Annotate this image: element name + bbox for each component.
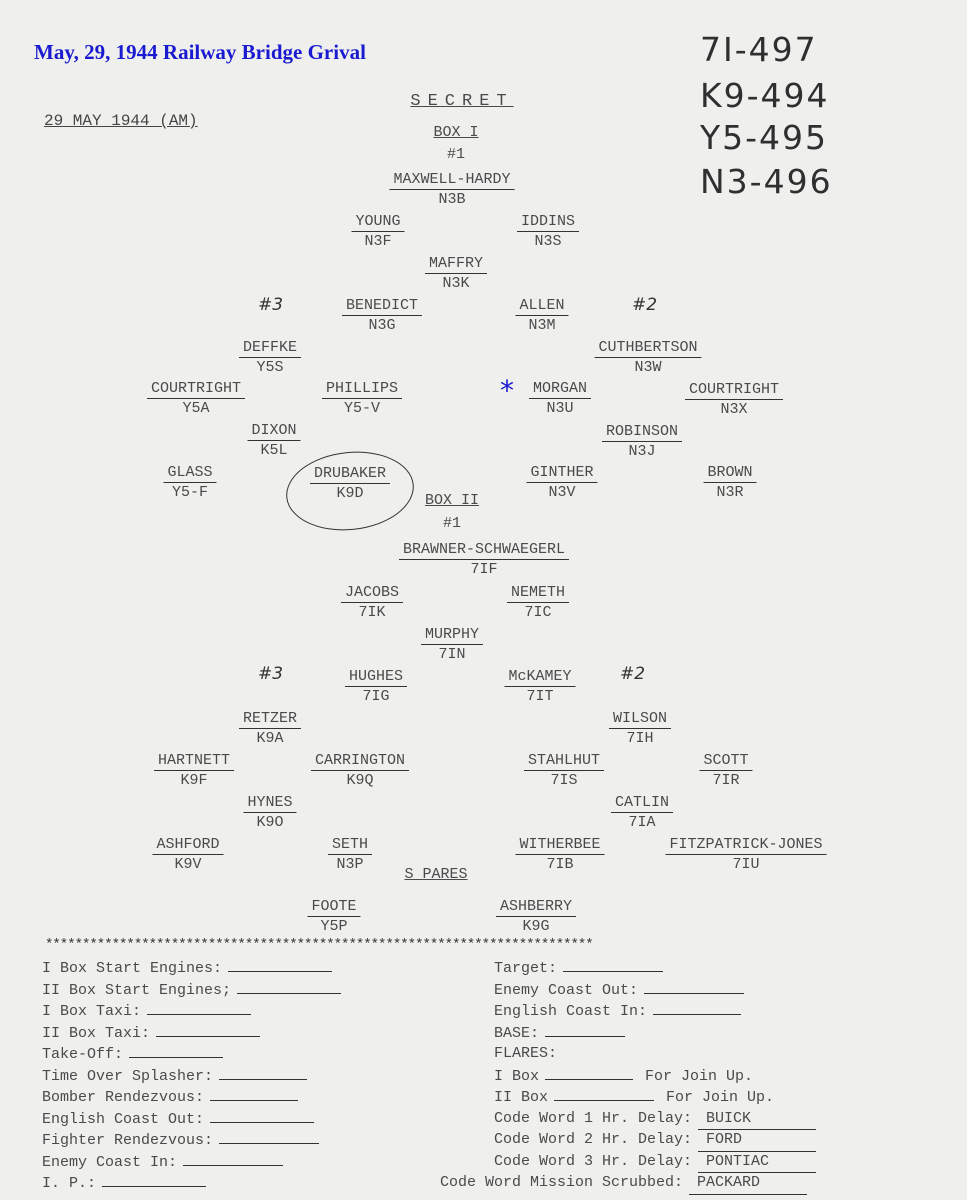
pilot-slot — [496, 897, 576, 936]
pilot-slot — [341, 583, 403, 622]
box1-flight3-label: #3 — [258, 295, 284, 315]
box2-title: BOX II — [424, 492, 480, 509]
pilot-code: 7IS — [550, 772, 578, 789]
form-row — [440, 1000, 816, 1022]
form-blank[interactable] — [554, 1086, 654, 1101]
pilot-code: 7IA — [628, 814, 656, 831]
pilot-name: HYNES — [243, 793, 296, 813]
form-label: Time Over Splasher: — [42, 1067, 214, 1085]
handwritten-note-1: 7I-497 — [700, 30, 818, 69]
form-row — [440, 1022, 816, 1044]
pilot-slot — [243, 793, 296, 832]
form-label: Fighter Rendezvous: — [42, 1132, 214, 1149]
pilot-code: N3W — [634, 359, 662, 376]
pilot-slot — [515, 296, 568, 335]
pilot-slot — [342, 296, 422, 335]
form-blank[interactable] — [129, 1043, 223, 1058]
form-label: English Coast In: — [494, 1003, 648, 1020]
box2-flight2-label: #2 — [620, 664, 646, 684]
pilot-slot — [609, 709, 671, 748]
pilot-code: N3M — [528, 317, 556, 334]
asterisk-marker-icon: * — [500, 374, 514, 407]
pilot-name: FOOTE — [307, 897, 360, 917]
pilot-name: FITZPATRICK-JONES — [665, 835, 826, 855]
form-blank[interactable] — [545, 1022, 625, 1037]
form-row — [42, 957, 341, 979]
form-suffix: For Join Up. — [645, 1067, 754, 1085]
pilot-slot — [699, 751, 752, 790]
form-label: Enemy Coast In: — [42, 1153, 178, 1171]
pilot-code: 7IU — [732, 856, 760, 873]
pilot-slot — [524, 751, 604, 790]
form-row — [440, 1172, 816, 1194]
form-blank[interactable] — [156, 1022, 260, 1037]
pilot-name: ALLEN — [515, 296, 568, 316]
code-word-value: PACKARD — [689, 1172, 807, 1195]
pilot-slot — [703, 463, 756, 502]
handwritten-note-4: N3-496 — [700, 162, 833, 201]
pilot-slot — [504, 667, 575, 706]
pilot-code: K9G — [522, 918, 550, 935]
form-blank[interactable] — [563, 957, 663, 972]
pilot-slot — [239, 709, 301, 748]
pilot-name: BENEDICT — [342, 296, 422, 316]
pilot-code: N3R — [716, 484, 744, 501]
pilot-name: GLASS — [163, 463, 216, 483]
pilot-name: McKAMEY — [504, 667, 575, 687]
form-label: II Box Start Engines; — [42, 981, 232, 999]
box2-flight3-label: #3 — [258, 664, 284, 684]
pilot-name: DEFFKE — [239, 338, 301, 358]
pilot-code: 7IR — [712, 772, 740, 789]
hand-drawn-circle-icon — [282, 446, 417, 537]
pilot-slot — [247, 421, 300, 460]
pilot-slot — [399, 540, 569, 579]
form-label: I. P.: — [42, 1175, 97, 1192]
pilot-code: 7IG — [362, 688, 390, 705]
form-blank[interactable] — [219, 1065, 307, 1080]
form-row — [440, 1043, 816, 1065]
form-label: English Coast Out: — [42, 1110, 205, 1128]
pilot-name: BRAWNER-SCHWAEGERL — [399, 540, 569, 560]
pilot-name: NEMETH — [507, 583, 569, 603]
pilot-slot — [328, 835, 372, 874]
pilot-name: CATLIN — [611, 793, 673, 813]
date-line: 29 MAY 1944 (AM) — [44, 112, 198, 130]
form-label: BASE: — [494, 1024, 540, 1042]
pilot-slot — [152, 835, 223, 874]
form-blank[interactable] — [210, 1086, 298, 1101]
pilot-slot — [517, 212, 579, 251]
separator-line: ************************************************************************** — [45, 937, 593, 953]
form-label: Code Word Mission Scrubbed: — [440, 1174, 684, 1191]
pilot-name: JACOBS — [341, 583, 403, 603]
pilot-code: 7IF — [470, 561, 498, 578]
pilot-name: DIXON — [247, 421, 300, 441]
form-blank[interactable] — [653, 1000, 741, 1015]
pilot-name: RETZER — [239, 709, 301, 729]
form-row — [42, 979, 341, 1001]
pilot-name: MURPHY — [421, 625, 483, 645]
form-row — [42, 1129, 341, 1151]
pilot-code: N3U — [546, 400, 574, 417]
form-blank[interactable] — [102, 1172, 206, 1187]
pilot-name: IDDINS — [517, 212, 579, 232]
pilot-code: K9V — [174, 856, 202, 873]
form-row — [440, 1151, 816, 1173]
form-label: Take-Off: — [42, 1046, 124, 1063]
spares-label: S PARES — [404, 866, 468, 883]
pilot-code: 7IB — [546, 856, 574, 873]
form-row — [42, 1108, 341, 1130]
form-row — [440, 957, 816, 979]
pilot-code: K9F — [180, 772, 208, 789]
form-label: I Box — [494, 1067, 540, 1085]
code-word-value: FORD — [698, 1129, 816, 1152]
form-blank[interactable] — [183, 1151, 283, 1166]
pilot-code: K9D — [336, 485, 364, 502]
pilot-code: K9O — [256, 814, 284, 831]
form-row — [42, 1086, 341, 1108]
pilot-code: K9Q — [346, 772, 374, 789]
pilot-name: SCOTT — [699, 751, 752, 771]
pilot-code: 7IH — [626, 730, 654, 747]
pilot-slot — [163, 463, 216, 502]
pilot-slot — [322, 379, 402, 418]
pilot-name: DRUBAKER — [310, 464, 390, 484]
pilot-name: HUGHES — [345, 667, 407, 687]
pilot-code: 7IC — [524, 604, 552, 621]
pilot-code: N3K — [442, 275, 470, 292]
form-row — [440, 979, 816, 1001]
pilot-name: COURTRIGHT — [685, 380, 783, 400]
pilot-name: WITHERBEE — [515, 835, 604, 855]
pilot-code: N3J — [628, 443, 656, 460]
pilot-name: ASHBERRY — [496, 897, 576, 917]
form-suffix: For Join Up. — [666, 1089, 775, 1106]
pilot-code: K5L — [260, 442, 288, 459]
pilot-code: Y5-F — [171, 484, 209, 501]
pilot-code: N3P — [336, 856, 364, 873]
form-row — [42, 1043, 341, 1065]
pilot-name: ASHFORD — [152, 835, 223, 855]
pilot-name: GINTHER — [526, 463, 597, 483]
pilot-code: 7IN — [438, 646, 466, 663]
code-word-value: PONTIAC — [698, 1151, 816, 1174]
form-blank[interactable] — [545, 1065, 633, 1080]
form-row — [42, 1000, 341, 1022]
pilot-name: STAHLHUT — [524, 751, 604, 771]
pilot-code: N3G — [368, 317, 396, 334]
pilot-slot — [507, 583, 569, 622]
pilot-slot — [526, 463, 597, 502]
pilot-slot — [611, 793, 673, 832]
form-row — [440, 1129, 816, 1151]
form-row — [440, 1065, 816, 1087]
form-label: Target: — [494, 960, 558, 977]
pilot-name: HARTNETT — [154, 751, 234, 771]
pilot-slot — [529, 379, 591, 418]
form-label: Code Word 3 Hr. Delay: — [494, 1152, 693, 1170]
form-left-column — [42, 957, 341, 1194]
form-label: Bomber Rendezvous: — [42, 1089, 205, 1106]
box2-lead-number: #1 — [442, 515, 462, 532]
pilot-code: Y5S — [256, 359, 284, 376]
pilot-slot — [307, 897, 360, 936]
pilot-slot — [515, 835, 604, 874]
form-blank[interactable] — [219, 1129, 319, 1144]
form-row — [42, 1065, 341, 1087]
box1-flight2-label: #2 — [632, 295, 658, 315]
secret-heading: SECRET — [410, 92, 514, 111]
form-row — [42, 1151, 341, 1173]
form-blank[interactable] — [237, 979, 341, 994]
form-blank[interactable] — [147, 1000, 251, 1015]
form-label: Code Word 1 Hr. Delay: — [494, 1109, 693, 1127]
pilot-name: CUTHBERTSON — [594, 338, 701, 358]
form-label: I Box Start Engines: — [42, 960, 223, 977]
pilot-slot — [311, 751, 409, 790]
pilot-code: N3V — [548, 484, 576, 501]
pilot-name: WILSON — [609, 709, 671, 729]
form-blank[interactable] — [210, 1108, 314, 1123]
pilot-name: BROWN — [703, 463, 756, 483]
pilot-code: 7IK — [358, 604, 386, 621]
pilot-slot — [594, 338, 701, 377]
pilot-name: CARRINGTON — [311, 751, 409, 771]
pilot-slot — [345, 667, 407, 706]
form-label: FLARES: — [494, 1045, 558, 1062]
handwritten-note-3: Y5-495 — [700, 118, 829, 157]
pilot-code: Y5P — [320, 918, 348, 935]
pilot-code: Y5-V — [343, 400, 381, 417]
pilot-slot — [154, 751, 234, 790]
pilot-name: MORGAN — [529, 379, 591, 399]
pilot-name: MAXWELL-HARDY — [389, 170, 514, 190]
pilot-slot — [425, 254, 487, 293]
pilot-slot — [239, 338, 301, 377]
pilot-slot — [351, 212, 404, 251]
pilot-slot — [389, 170, 514, 209]
caption-title: May, 29, 1944 Railway Bridge Grival — [34, 40, 366, 64]
pilot-slot — [147, 379, 245, 418]
pilot-code: Y5A — [182, 400, 210, 417]
pilot-code: N3S — [534, 233, 562, 250]
pilot-slot — [602, 422, 682, 461]
pilot-code: K9A — [256, 730, 284, 747]
form-row — [440, 1086, 816, 1108]
form-right-column — [440, 957, 816, 1194]
pilot-name: ROBINSON — [602, 422, 682, 442]
pilot-slot — [421, 625, 483, 664]
form-blank[interactable] — [644, 979, 744, 994]
pilot-code: N3F — [364, 233, 392, 250]
code-word-value: BUICK — [698, 1108, 816, 1131]
pilot-slot — [665, 835, 826, 874]
pilot-code: N3X — [720, 401, 748, 418]
pilot-name: PHILLIPS — [322, 379, 402, 399]
pilot-slot — [685, 380, 783, 419]
box1-title: BOX I — [433, 124, 479, 141]
pilot-code: 7IT — [526, 688, 554, 705]
form-label: Code Word 2 Hr. Delay: — [494, 1131, 693, 1148]
pilot-name: SETH — [328, 835, 372, 855]
form-blank[interactable] — [228, 957, 332, 972]
form-label: II Box — [494, 1089, 549, 1106]
form-label: II Box Taxi: — [42, 1024, 151, 1042]
form-label: I Box Taxi: — [42, 1003, 142, 1020]
pilot-name: YOUNG — [351, 212, 404, 232]
handwritten-note-2: K9-494 — [700, 76, 830, 115]
box1-lead-number: #1 — [446, 146, 466, 163]
form-row — [440, 1108, 816, 1130]
form-label: Enemy Coast Out: — [494, 981, 639, 999]
pilot-name: MAFFRY — [425, 254, 487, 274]
pilot-code: N3B — [438, 191, 466, 208]
form-row — [42, 1022, 341, 1044]
form-row — [42, 1172, 341, 1194]
pilot-name: COURTRIGHT — [147, 379, 245, 399]
